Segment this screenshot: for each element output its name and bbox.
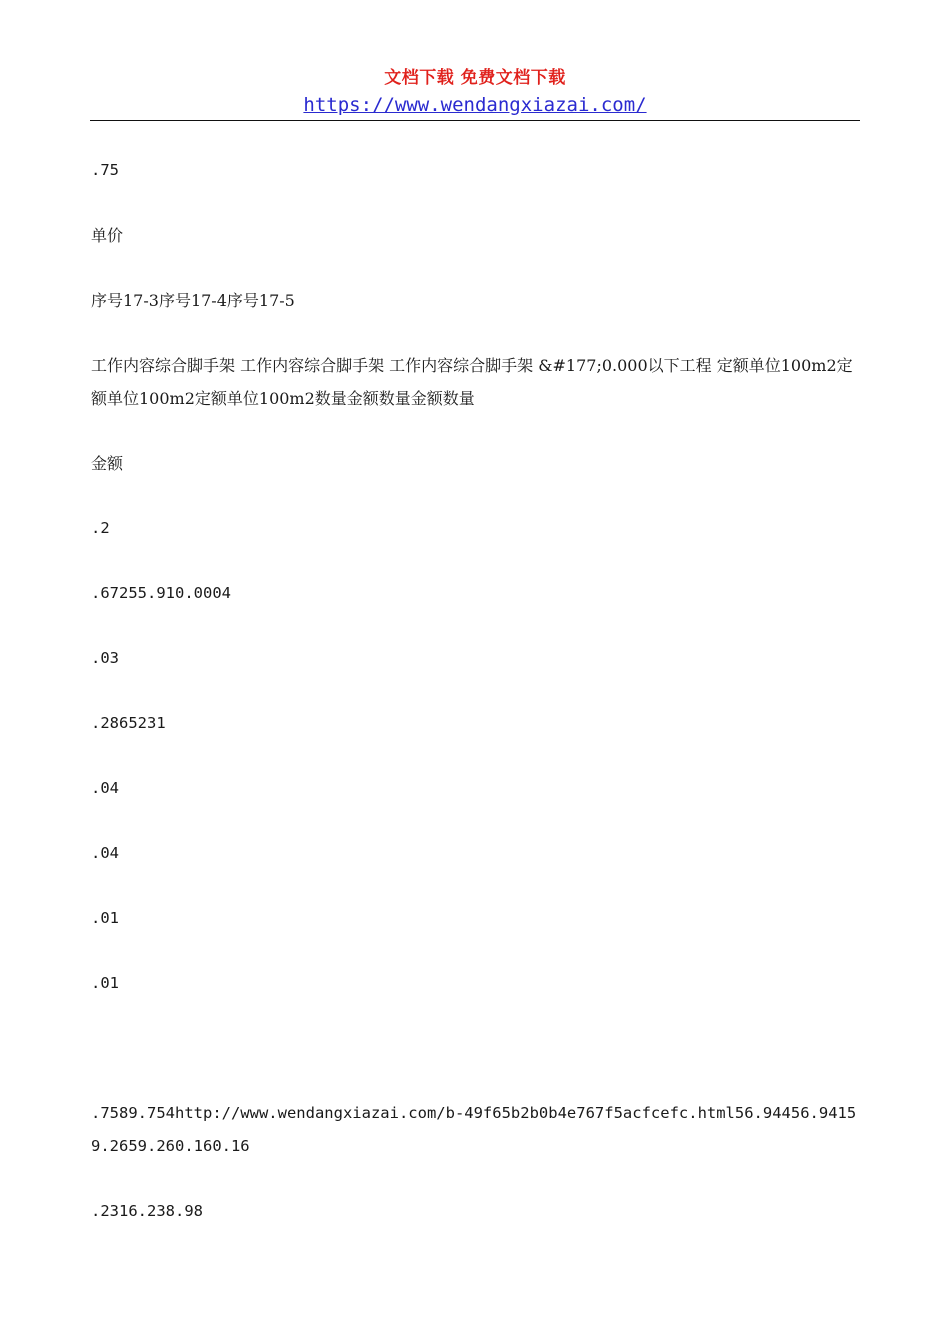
paragraph: .04 <box>91 779 119 797</box>
header-link[interactable]: https://www.wendangxiazai.com/ <box>303 94 647 116</box>
page-header <box>0 66 950 118</box>
header-divider <box>90 120 860 121</box>
document-body <box>91 154 861 1260</box>
paragraph: .67255.910.0004 <box>91 584 231 602</box>
paragraph: 单价 <box>91 226 124 245</box>
blank-gap <box>91 1032 861 1097</box>
paragraph: .2865231 <box>91 714 166 732</box>
header-title: 文档下载 免费文档下载 <box>384 68 566 88</box>
paragraph: .7589.754http://www.wendangxiazai.com/b-49f65b2b0b4e767f5acfcefc.html56.94456.94159.2659.260.160.16 <box>91 1104 857 1155</box>
paragraph: .01 <box>91 974 119 992</box>
paragraph: .2 <box>91 519 110 537</box>
paragraph: .04 <box>91 844 119 862</box>
paragraph: 金额 <box>91 454 124 473</box>
paragraph: .75 <box>91 161 119 179</box>
paragraph: 序号17-3序号17-4序号17-5 <box>91 291 295 310</box>
paragraph: 工作内容综合脚手架 工作内容综合脚手架 工作内容综合脚手架 &#177;0.000以下工程 定额单位100m2定额单位100m2定额单位100m2数量金额数量金额数量 <box>91 356 853 408</box>
paragraph: .2316.238.98 <box>91 1202 203 1220</box>
paragraph: .03 <box>91 649 119 667</box>
paragraph: .01 <box>91 909 119 927</box>
